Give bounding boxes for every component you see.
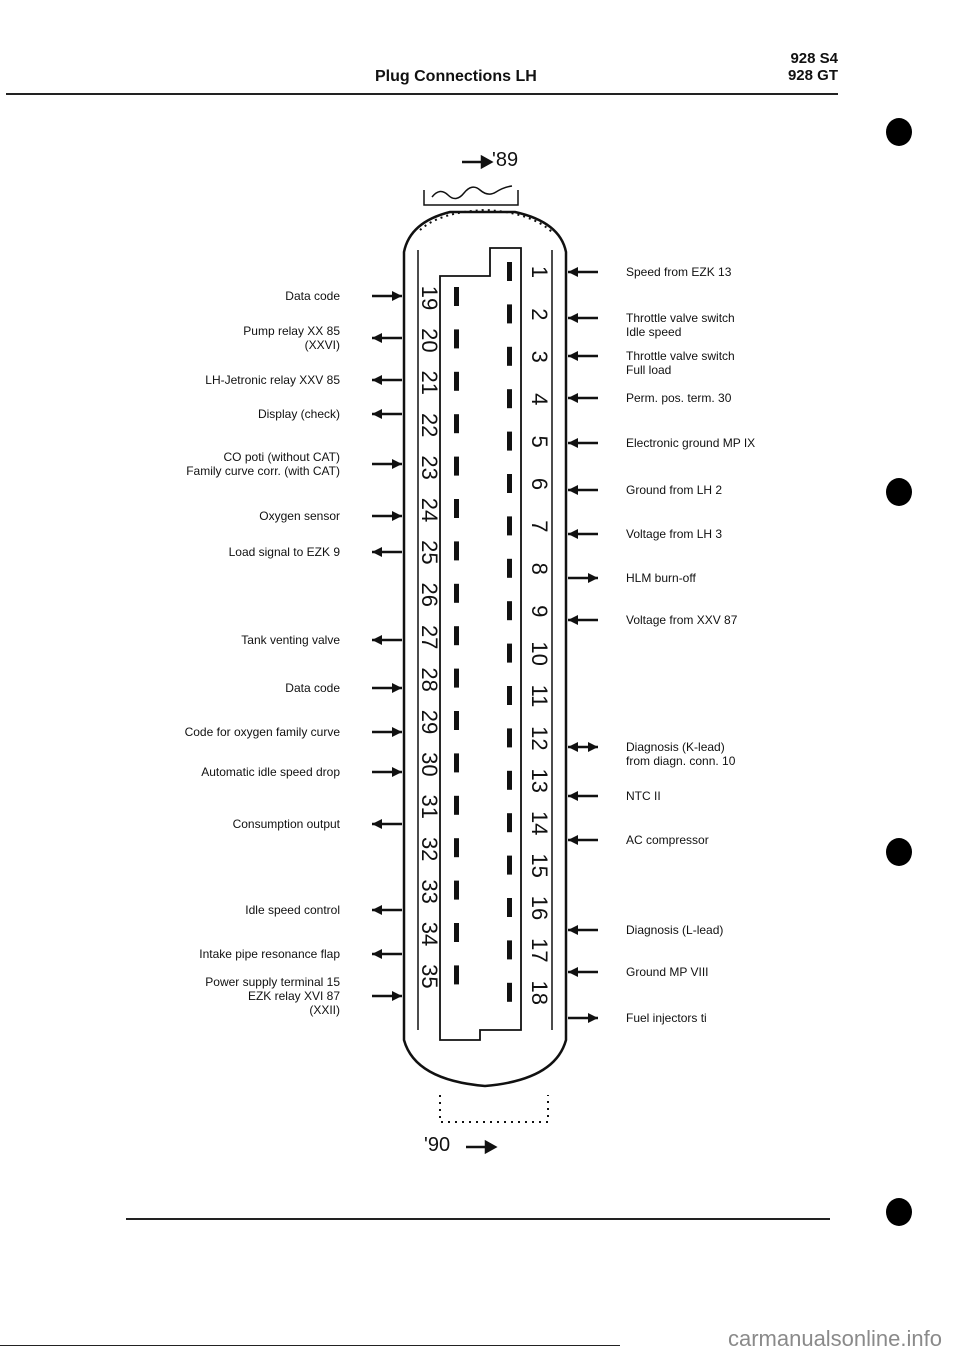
signal-label xyxy=(185,725,340,739)
signal-label-line: Voltage from XXV 87 xyxy=(626,613,738,627)
pin-number: 28 xyxy=(417,667,443,692)
pin-number: 20 xyxy=(417,328,443,353)
contact-bar xyxy=(454,796,459,815)
signal-label xyxy=(626,740,735,768)
signal-arrow xyxy=(392,991,402,1001)
pin-number: 6 xyxy=(527,477,553,491)
signal-label-line: Throttle valve switch xyxy=(626,349,735,363)
model-line-2: 928 GT xyxy=(787,67,838,84)
signal-label-line: from diagn. conn. 10 xyxy=(626,754,736,768)
contact-bar xyxy=(454,838,459,857)
signal-label xyxy=(205,975,340,1017)
signal-label-line: Fuel injectors ti xyxy=(626,1011,707,1025)
signal-label xyxy=(626,483,722,497)
signal-arrow xyxy=(392,683,402,693)
signal-arrow xyxy=(392,459,402,469)
signal-arrow xyxy=(588,1013,598,1023)
signal-label-line: Diagnosis (L-lead) xyxy=(626,923,724,937)
signal-label-line: Consumption output xyxy=(232,817,340,831)
signal-arrow xyxy=(568,438,578,448)
pin-number: 5 xyxy=(527,435,553,448)
pin-number: 25 xyxy=(417,540,443,565)
signal-label-line: Family curve corr. (with CAT) xyxy=(186,464,340,478)
contact-bar xyxy=(507,432,512,451)
signal-label xyxy=(186,450,340,478)
signal-label xyxy=(243,324,340,352)
signal-label xyxy=(626,833,709,847)
signal-label-line: Electronic ground MP IX xyxy=(626,436,756,450)
pin-number: 23 xyxy=(417,455,443,480)
signal-label-line: (XXVI) xyxy=(304,338,340,352)
signal-arrow xyxy=(568,835,578,845)
pin-number: 8 xyxy=(527,562,553,575)
signal-arrow xyxy=(568,615,578,625)
contact-bar xyxy=(454,669,459,688)
signal-label-line: Voltage from LH 3 xyxy=(626,527,723,541)
signal-label-line: LH-Jetronic relay XXV 85 xyxy=(205,373,340,387)
pin-number: 14 xyxy=(527,810,553,836)
page-title: Plug Connections LH xyxy=(375,68,537,85)
signal-label-line: Pump relay XX 85 xyxy=(243,324,340,338)
contact-bar xyxy=(507,898,512,917)
signal-arrow xyxy=(568,742,578,752)
pin-number: 24 xyxy=(417,497,443,523)
pin-number: 21 xyxy=(417,370,443,396)
signal-label-line: Diagnosis (K-lead) xyxy=(626,740,725,754)
pin-number: 17 xyxy=(527,938,553,963)
contact-bar xyxy=(454,499,459,518)
signal-label xyxy=(233,817,340,831)
pin-number: 26 xyxy=(417,582,443,608)
pin-number: 18 xyxy=(527,980,553,1006)
signal-label-line: Idle speed xyxy=(626,325,682,339)
contact-bar xyxy=(454,541,459,560)
contact-bar xyxy=(454,753,459,772)
signal-label-line: Idle speed control xyxy=(245,903,340,917)
signal-label-line: EZK relay XVI 87 xyxy=(247,989,340,1003)
signal-label xyxy=(626,436,755,450)
signal-label xyxy=(626,391,731,405)
contact-bar xyxy=(507,983,512,1002)
pin-number: 7 xyxy=(527,520,553,533)
pin-number: 19 xyxy=(417,285,443,311)
signal-label-line: Display (check) xyxy=(257,407,340,421)
contact-bar xyxy=(507,644,512,663)
signal-label-line: NTC II xyxy=(626,789,661,803)
pin-number: 16 xyxy=(527,895,553,921)
signal-arrow xyxy=(568,267,578,277)
pin-number: 32 xyxy=(417,836,443,862)
signal-label-line: Intake pipe resonance flap xyxy=(199,947,340,961)
contact-bar xyxy=(454,414,459,433)
pin-number: 34 xyxy=(417,921,443,947)
contact-bar xyxy=(507,559,512,578)
contact-bar xyxy=(454,584,459,603)
pin-number: 10 xyxy=(527,641,553,666)
signal-label-line: Perm. pos. term. 30 xyxy=(626,391,732,405)
signal-label-line: Ground MP VIII xyxy=(626,965,709,979)
year-90-marker: '90 xyxy=(424,1134,451,1156)
signal-label xyxy=(626,1011,707,1025)
contact-bar xyxy=(507,601,512,620)
signal-label-line: CO poti (without CAT) xyxy=(223,450,340,464)
pin-number: 27 xyxy=(417,624,443,650)
contact-bar xyxy=(507,686,512,705)
signal-label xyxy=(285,289,340,303)
signal-label xyxy=(258,407,340,421)
signal-label xyxy=(626,923,723,937)
contact-bar xyxy=(507,728,512,747)
signal-arrow xyxy=(392,767,402,777)
signal-label-line: Speed from EZK 13 xyxy=(626,265,732,279)
signal-label-line: Ground from LH 2 xyxy=(626,483,723,497)
signal-label xyxy=(626,571,696,585)
signal-arrow xyxy=(372,547,382,557)
signal-arrow xyxy=(568,393,578,403)
contact-bar xyxy=(507,771,512,790)
signal-label xyxy=(626,265,731,279)
signal-label-line: AC compressor xyxy=(626,833,709,847)
pin-number: 33 xyxy=(417,879,443,904)
signal-arrow xyxy=(568,791,578,801)
pin-number: 35 xyxy=(417,964,443,989)
contact-bar xyxy=(507,347,512,366)
signal-arrow xyxy=(372,949,382,959)
pin-number: 30 xyxy=(417,752,443,777)
signal-label-line: Automatic idle speed drop xyxy=(201,765,340,779)
contact-bar xyxy=(454,923,459,942)
signal-arrow xyxy=(568,925,578,935)
contact-bar xyxy=(454,329,459,348)
signal-arrow xyxy=(392,727,402,737)
contact-bar xyxy=(454,626,459,645)
signal-label xyxy=(245,903,340,917)
pin-number: 13 xyxy=(527,768,553,794)
signal-label xyxy=(626,965,708,979)
signal-arrow xyxy=(588,742,598,752)
signal-label-line: Power supply terminal 15 xyxy=(205,975,340,989)
signal-label-line: Data code xyxy=(285,681,340,695)
signal-arrow xyxy=(392,511,402,521)
contact-bar xyxy=(454,457,459,476)
pin-number: 9 xyxy=(527,605,553,618)
signal-arrow xyxy=(372,333,382,343)
signal-arrow xyxy=(372,375,382,385)
signal-label-line: HLM burn-off xyxy=(626,571,696,585)
pin-number: 4 xyxy=(527,393,553,406)
signal-label-line: Full load xyxy=(626,363,672,377)
signal-label xyxy=(626,311,735,339)
signal-arrow xyxy=(568,351,578,361)
contact-bar xyxy=(507,304,512,323)
signal-label xyxy=(285,681,340,695)
contact-bar xyxy=(507,516,512,535)
signal-label xyxy=(229,545,340,559)
signal-arrow xyxy=(372,635,382,645)
contact-bar xyxy=(454,372,459,391)
signal-arrow xyxy=(392,291,402,301)
signal-label-line: (XXII) xyxy=(309,1003,340,1017)
year-89-marker: '89 xyxy=(492,149,519,171)
signal-label xyxy=(201,765,340,779)
signal-arrow xyxy=(372,905,382,915)
pin-number: 3 xyxy=(527,350,553,363)
watermark: carmanualsonline.info xyxy=(727,1326,942,1351)
signal-label-line: Throttle valve switch xyxy=(626,311,735,325)
model-line-1: 928 S4 xyxy=(790,50,838,67)
signal-arrow xyxy=(372,819,382,829)
signal-label xyxy=(205,373,340,387)
pin-number: 2 xyxy=(527,308,553,321)
signal-label xyxy=(241,633,340,647)
signal-label-line: Data code xyxy=(285,289,340,303)
signal-arrow xyxy=(568,313,578,323)
pin-number: 15 xyxy=(527,853,553,878)
signal-label-line: Load signal to EZK 9 xyxy=(228,545,340,559)
pin-number: 29 xyxy=(417,709,443,735)
pin-number: 12 xyxy=(527,726,553,751)
signal-label xyxy=(259,509,340,523)
signal-arrow xyxy=(568,485,578,495)
contact-bar xyxy=(454,287,459,306)
signal-label-line: Oxygen sensor xyxy=(259,509,340,523)
contact-bar xyxy=(507,813,512,832)
signal-label xyxy=(626,613,737,627)
contact-bar xyxy=(454,965,459,984)
contact-bar xyxy=(507,389,512,408)
signal-label xyxy=(626,349,735,377)
pin-number: 31 xyxy=(417,794,443,820)
contact-bar xyxy=(507,474,512,493)
signal-label-line: Code for oxygen family curve xyxy=(184,725,340,739)
signal-arrow xyxy=(568,967,578,977)
signal-arrow xyxy=(372,409,382,419)
signal-arrow xyxy=(588,573,598,583)
signal-label xyxy=(626,527,722,541)
pin-number: 22 xyxy=(417,412,443,438)
contact-bar xyxy=(507,940,512,959)
contact-bar xyxy=(507,262,512,281)
signal-label xyxy=(626,789,661,803)
contact-bar xyxy=(507,856,512,875)
pin-number: 1 xyxy=(527,265,553,279)
signal-label xyxy=(199,947,340,961)
year-arrows xyxy=(462,157,495,1152)
contact-bar xyxy=(454,881,459,900)
signal-label-line: Tank venting valve xyxy=(241,633,340,647)
signal-arrow xyxy=(568,529,578,539)
pin-number: 11 xyxy=(527,684,553,708)
contact-bar xyxy=(454,711,459,730)
